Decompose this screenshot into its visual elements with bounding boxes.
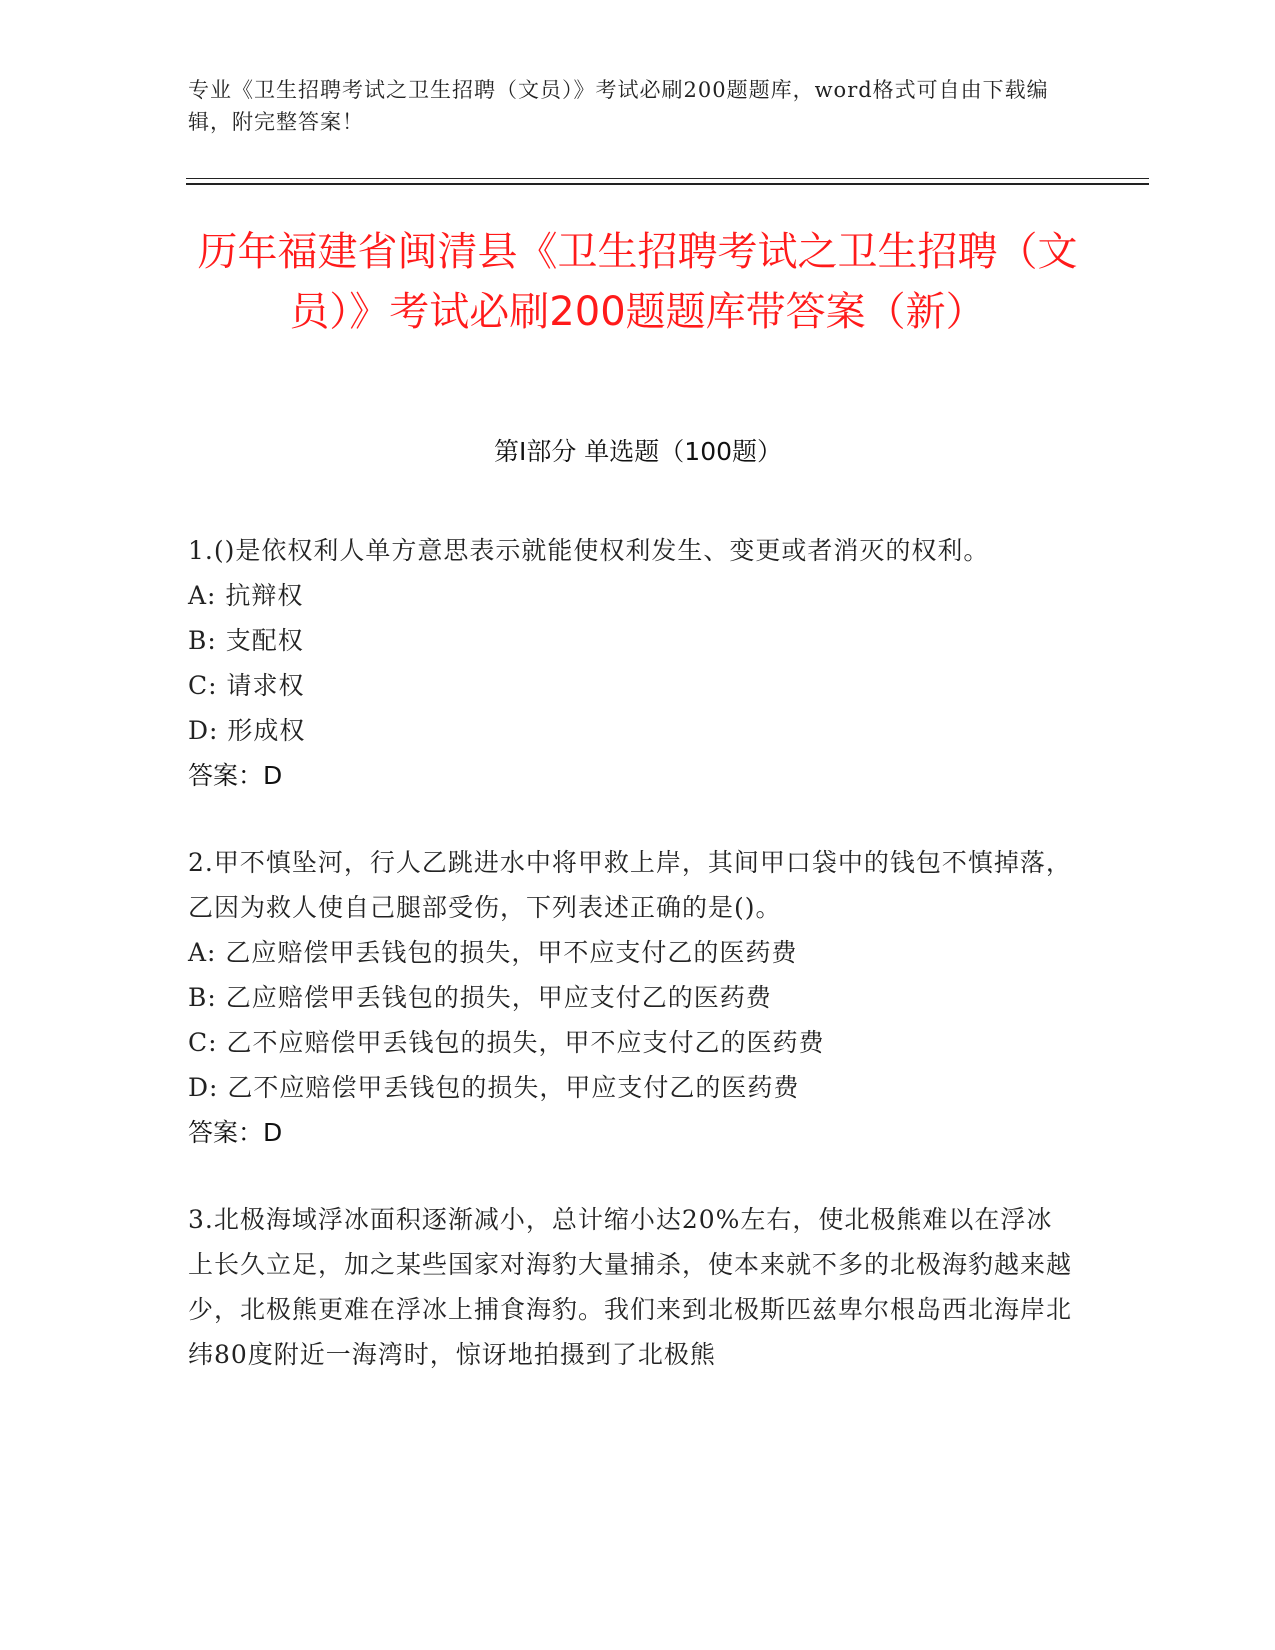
question-stem: 1.()是依权利人单方意思表示就能使权利发生、变更或者消灭的权利。 bbox=[188, 536, 990, 565]
question-option: D: 形成权 bbox=[188, 716, 306, 745]
question-item bbox=[188, 1197, 1078, 1377]
document-title: 历年福建省闽清县《卫生招聘考试之卫生招聘（文员）》考试必刷200题题库带答案（新） bbox=[197, 229, 1078, 335]
section-heading: 第Ⅰ部分 单选题（100题） bbox=[493, 437, 783, 466]
question-stem: 2.甲不慎坠河，行人乙跳进水中将甲救上岸，其间甲口袋中的钱包不慎掉落，乙因为救人使自己腿部受伤，下列表述正确的是()。 bbox=[188, 848, 1072, 922]
header-divider-thin bbox=[186, 178, 1149, 179]
question-answer: 答案：D bbox=[188, 1118, 283, 1147]
question-item bbox=[188, 528, 1078, 798]
question-item bbox=[188, 840, 1078, 1155]
question-option: A: 抗辩权 bbox=[188, 581, 304, 610]
header-divider-thick bbox=[186, 183, 1149, 185]
question-answer: 答案：D bbox=[188, 761, 283, 790]
question-option: D: 乙不应赔偿甲丢钱包的损失，甲应支付乙的医药费 bbox=[188, 1073, 800, 1102]
question-option: B: 支配权 bbox=[188, 626, 304, 655]
header-note: 专业《卫生招聘考试之卫生招聘（文员）》考试必刷200题题库，word格式可自由下载编辑，附完整答案！ bbox=[188, 78, 1049, 134]
question-stem: 3.北极海域浮冰面积逐渐减小，总计缩小达20%左右，使北极熊难以在浮冰上长久立足，加之某些国家对海豹大量捕杀，使本来就不多的北极海豹越来越少，北极熊更难在浮冰上捕食海豹。我们来到北极斯匹兹卑尔根岛西北海岸北纬80度附近一海湾时，惊讶地拍摄到了北极熊 bbox=[188, 1205, 1073, 1369]
question-option: C: 请求权 bbox=[188, 671, 305, 700]
question-option: B: 乙应赔偿甲丢钱包的损失，甲应支付乙的医药费 bbox=[188, 983, 772, 1012]
question-option: A: 乙应赔偿甲丢钱包的损失，甲不应支付乙的医药费 bbox=[188, 938, 798, 967]
question-list bbox=[188, 528, 1078, 1419]
question-option: C: 乙不应赔偿甲丢钱包的损失，甲不应支付乙的医药费 bbox=[188, 1028, 825, 1057]
